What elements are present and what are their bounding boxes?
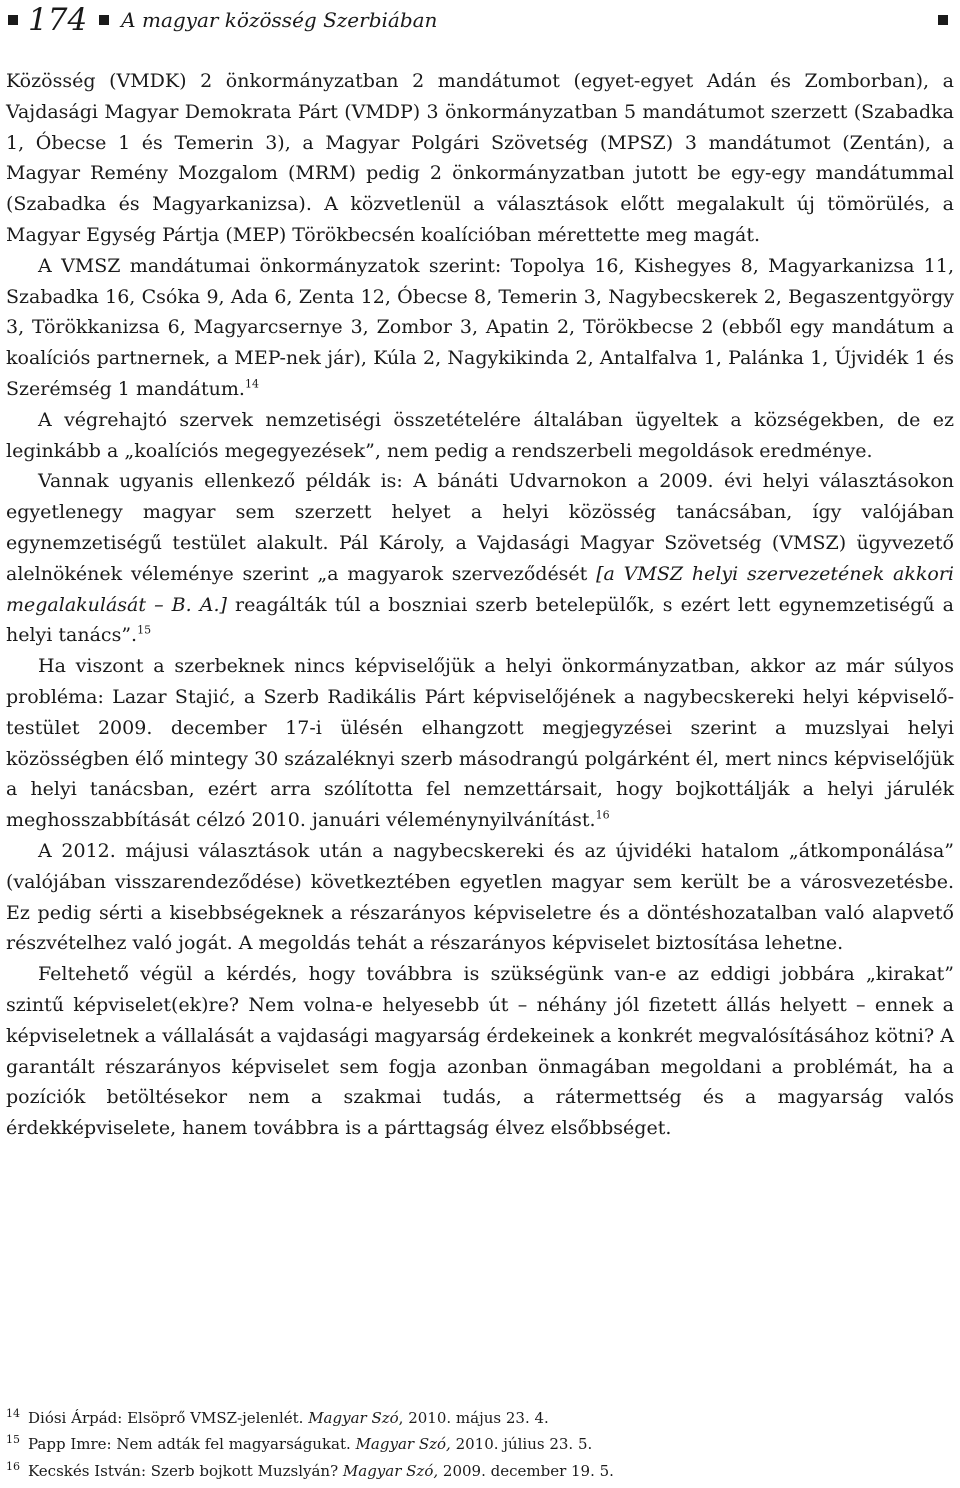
paragraph-text: Közösség (VMDK) 2 önkormányzatban 2 mandátumot (egyet-egyet Adán és Zomborban), a Vajdasági Magyar Demokrata Párt (VMDP) 3 önkormányzatban 5 mandátumot szerzett (Szabadka 1, Óbecse 1 és Temerin 3), a Magyar Polgári Szövetség (MPSZ) 3 mandátumot (Zentán), a Magyar Remény Mozgalom (MRM) pedig 2 önkormányzatban jutott be egy-egy mandátummal (Szabadka és Magyarkanizsa). A közvetlenül a választások előtt megalakult új tömörülés, a Magyar Egység Pártja (MEP) Törökbecsén koalícióban mérettette meg magát. <box>6 70 954 246</box>
footnote-ref[interactable]: 16 <box>595 808 610 822</box>
footnote-ref[interactable]: 15 <box>137 624 152 638</box>
footnote <box>6 1432 954 1458</box>
footnote-source: Magyar Szó, <box>355 1435 451 1454</box>
page-number: 174 <box>28 1 88 38</box>
paragraph-text: A 2012. májusi választások után a nagybecskereki és az újvidéki hatalom „átkomponálása” (valójában visszarendeződése) következtében egyetlen magyar sem került be a városvezetésbe. Ez pedig sérti a kisebbségeknek a részarányos képviseletre és a döntéshozatalban való alapvető részvételhez való jogát. A megoldás tehát a részarányos képviselet biztosítása lehetne. <box>6 839 954 955</box>
footnote-citation: Kecskés István: Szerb bojkott Muzslyán? <box>28 1461 343 1480</box>
footnotes <box>6 1406 954 1485</box>
paragraph <box>6 466 954 651</box>
footnote-date: 2009. december 19. 5. <box>438 1461 614 1480</box>
square-bullet-icon <box>938 15 948 25</box>
paragraph <box>6 836 954 959</box>
footnote-text <box>28 1406 549 1430</box>
page-header <box>8 0 952 40</box>
square-bullet-icon <box>8 15 18 25</box>
paragraph-text: A VMSZ mandátumai önkormányzatok szerint: Topolya 16, Kishegyes 8, Magyarkanizsa 11, Szabadka 16, Csóka 9, Ada 6, Zenta 12, Óbecse 8, Temerin 3, Nagybecskerek 2, Begaszentgyörgy 3, Törökkanizsa 6, Magyarcsernye 3, Zombor 3, Apatin 2, Törökbecse 2 (ebből egy mandátum a koalíciós partnernek, a MEP-nek jár), Kúla 2, Nagykikinda 2, Antalfalva 1, Palánka 1, Újvidék 1 és Szerémség 1 mandátum. <box>6 254 954 400</box>
footnote <box>6 1459 954 1485</box>
paragraph-text: reagálták túl a boszniai szerb betelepülők, s ezért lett egynemzetiségű a helyi tanács”. <box>6 593 954 647</box>
footnote <box>6 1406 954 1432</box>
footnote-ref[interactable]: 14 <box>244 377 259 391</box>
footnote-number: 14 <box>6 1407 20 1420</box>
editorial-insertion: [a VMSZ helyi szervezetének akkori megalakulását – B. A.] <box>6 562 954 616</box>
footnote-citation: Diósi Árpád: Elsöprő VMSZ-jelenlét. <box>28 1409 309 1427</box>
footnote-number: 16 <box>6 1459 20 1473</box>
paragraph <box>6 959 954 1144</box>
footnote-source: Magyar Szó, <box>342 1461 439 1480</box>
running-title: A magyar közösség Szerbiában <box>121 8 438 32</box>
footnote-number: 15 <box>6 1433 20 1447</box>
footnote-citation: Papp Imre: Nem adták fel magyarságukat. <box>28 1435 356 1454</box>
paragraph <box>6 66 954 251</box>
paragraph-text: Vannak ugyanis ellenkező példák is: A bánáti Udvarnokon a 2009. évi helyi választásokon egyetlenegy magyar sem szerzett helyet a helyi közösség tanácsában, így valójában egynemzetiségű testület alakult. Pál Károly, a Vajdasági Magyar Szövetség (VMSZ) ügyvezető alelnökének véleménye szerint „a magyarok szerveződését <box>6 470 954 585</box>
paragraph <box>6 651 954 836</box>
square-bullet-icon <box>99 15 109 25</box>
paragraph <box>6 251 954 405</box>
paragraph-text: Ha viszont a szerbeknek nincs képviselőjük a helyi önkormányzatban, akkor az már súlyos probléma: Lazar Stajić, a Szerb Radikális Párt képviselőjének a nagybecskereki helyi képviselő-testület 2009. december 17-i ülésén elhangzott megjegyzései szerint a muzslyai helyi közösségben élő mintegy 30 százaléknyi szerb másodrangú polgárként él, mert nincs képviselőjük a helyi tanácsban, ezért arra szólította fel nemzettársait, hogy bojkottálják a helyi járulék meghosszabbítását célzó 2010. januári véleménynyilvánítást. <box>6 655 954 832</box>
paragraph-text: Feltehető végül a kérdés, hogy továbbra is szükségünk van-e az eddigi jobbára „kirakat” szintű képviselet(ek)re? Nem volna-e helyesebb út – néhány jól fizetett állás helyett – ennek a képviseletnek a vállalását a vajdasági magyarság érdekeinek a konkrét megvalósításához kötni? A garantált részarányos képviselet sem fogja azonban önmagában megoldani a problémát, ha a pozíciók betöltésekor nem a szakmai tudás, a rátermettség és a magyarság valós érdekképviselete, hanem továbbra is a párttagság élvez elsőbbséget. <box>6 963 954 1140</box>
body-text <box>6 66 954 1144</box>
footnote-text <box>28 1459 614 1483</box>
paragraph-text: A végrehajtó szervek nemzetiségi összetételére általában ügyeltek a községekben, de ez leginkább a „koalíciós megegyezések”, nem pedig a rendszerbeli megoldások eredménye. <box>6 408 954 462</box>
paragraph <box>6 405 954 467</box>
footnote-text <box>28 1432 592 1456</box>
footnote-source: Magyar Szó <box>308 1409 399 1427</box>
footnote-date: , 2010. május 23. 4. <box>398 1409 549 1427</box>
footnote-date: 2010. július 23. 5. <box>450 1435 593 1454</box>
